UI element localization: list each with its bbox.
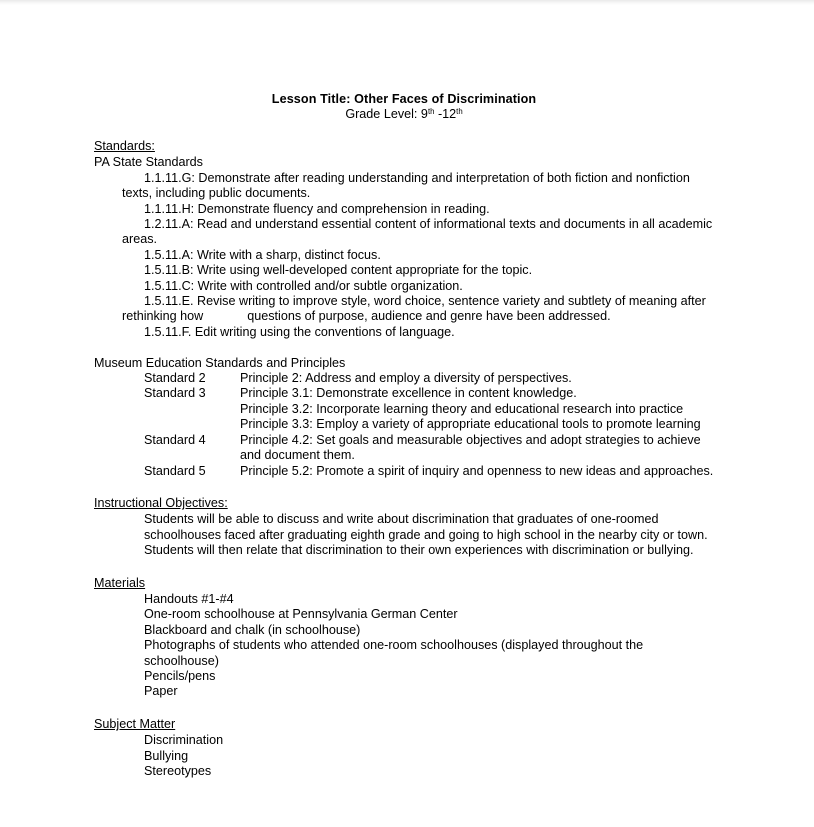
subject-matter-list-item: Bullying <box>144 748 189 763</box>
pa-standard-item: 1.5.11.A: Write with a sharp, distinct focus. <box>144 247 381 262</box>
subject-matter-heading-row <box>94 715 714 733</box>
spacer <box>94 479 714 494</box>
instructional-objectives-body: Students will be able to discuss and write about discrimination that graduates of one-roomed schoolhouses faced after graduating eighth grade and going to high school in the nearby city or town. Students will then relate that discrimination to their own experiences with discrimination or bullying. <box>144 512 708 558</box>
spacer <box>94 340 714 355</box>
pa-standard-item-e <box>94 294 714 325</box>
museum-standard-row <box>94 433 714 464</box>
standards-heading: Standards: <box>94 139 155 154</box>
museum-standards-subheading: Museum Education Standards and Principles <box>94 355 346 370</box>
page-top-edge <box>0 0 814 5</box>
grade-level-prefix: Grade Level: 9 <box>345 107 428 121</box>
spacer <box>94 700 714 715</box>
subject-matter-list-item: Stereotypes <box>144 763 212 778</box>
pa-state-standards-subheading: PA State Standards <box>94 155 203 170</box>
materials-list-item: Paper <box>144 684 178 699</box>
museum-principle-text: Principle 3.2: Incorporate learning theory and educational research into practice <box>240 401 684 416</box>
page-title: Lesson Title: Other Faces of Discrimination <box>271 92 537 106</box>
museum-standard-row <box>94 417 714 432</box>
pa-standard-item-e-part2: questions of purpose, audience and genre have been addressed. <box>247 309 611 324</box>
objectives-heading-row <box>94 494 714 512</box>
materials-heading-row <box>94 574 714 592</box>
museum-principle-text: Principle 4.2: Set goals and measurable objectives and adopt strategies to achieve and document them. <box>240 432 701 463</box>
subject-matter-list-item: Discrimination <box>144 733 224 748</box>
grade-level-line <box>94 107 714 122</box>
museum-standard-label: Standard 3 <box>144 386 206 401</box>
museum-principle-text: Principle 5.2: Promote a spirit of inquiry and openness to new ideas and approaches. <box>240 463 714 478</box>
pa-standard-item: 1.2.11.A: Read and understand essential content of informational texts and documents in all academic areas. <box>122 217 713 247</box>
museum-standard-row <box>94 464 714 479</box>
museum-principle-text: Principle 2: Address and employ a diversity of perspectives. <box>240 371 572 386</box>
museum-standard-row <box>94 402 714 417</box>
spacer <box>94 122 714 137</box>
standards-heading-row <box>94 137 714 155</box>
museum-standard-label: Standard 5 <box>144 463 206 478</box>
materials-list-item: Photographs of students who attended one-room schoolhouses (displayed throughout the schoolhouse) <box>144 638 644 668</box>
materials-heading: Materials <box>94 575 146 590</box>
pa-standard-item: 1.1.11.G: Demonstrate after reading understanding and interpretation of both fiction and nonfiction texts, including public documents. <box>122 170 690 201</box>
museum-principle-text: Principle 3.3: Employ a variety of appropriate educational tools to promote learning <box>240 417 701 432</box>
museum-principle-text: Principle 3.1: Demonstrate excellence in content knowledge. <box>240 386 577 401</box>
pa-standard-item-e-part1: 1.5.11.E. Revise writing to improve style, word choice, sentence variety and subtlety of meaning after rethinking how <box>122 294 706 324</box>
materials-list-item: Blackboard and chalk (in schoolhouse) <box>144 622 361 637</box>
grade-level-superscript-1: th <box>427 106 435 116</box>
materials-list-item: Pencils/pens <box>144 668 216 683</box>
instructional-objectives-heading: Instructional Objectives: <box>94 496 228 511</box>
materials-list-item: One-room schoolhouse at Pennsylvania German Center <box>144 607 458 622</box>
museum-standard-row <box>94 371 714 386</box>
subject-matter-heading: Subject Matter <box>94 717 176 732</box>
pa-standard-item: 1.5.11.B: Write using well-developed content appropriate for the topic. <box>144 263 533 278</box>
museum-standard-label <box>144 417 240 432</box>
document-content <box>94 92 714 779</box>
pa-standard-item: 1.5.11.C: Write with controlled and/or subtle organization. <box>144 278 463 293</box>
pa-standard-item: 1.5.11.F. Edit writing using the conventions of language. <box>144 324 455 339</box>
grade-level-middle: -12 <box>434 107 457 121</box>
museum-standard-label: Standard 4 <box>144 432 206 447</box>
museum-standard-label: Standard 2 <box>144 371 206 386</box>
museum-standard-label <box>144 402 240 417</box>
materials-list-item: Handouts #1-#4 <box>144 591 234 606</box>
spacer <box>94 559 714 574</box>
pa-standard-item: 1.1.11.H: Demonstrate fluency and comprehension in reading. <box>144 201 490 216</box>
museum-standard-row <box>94 386 714 401</box>
grade-level-superscript-2: th <box>456 106 463 116</box>
